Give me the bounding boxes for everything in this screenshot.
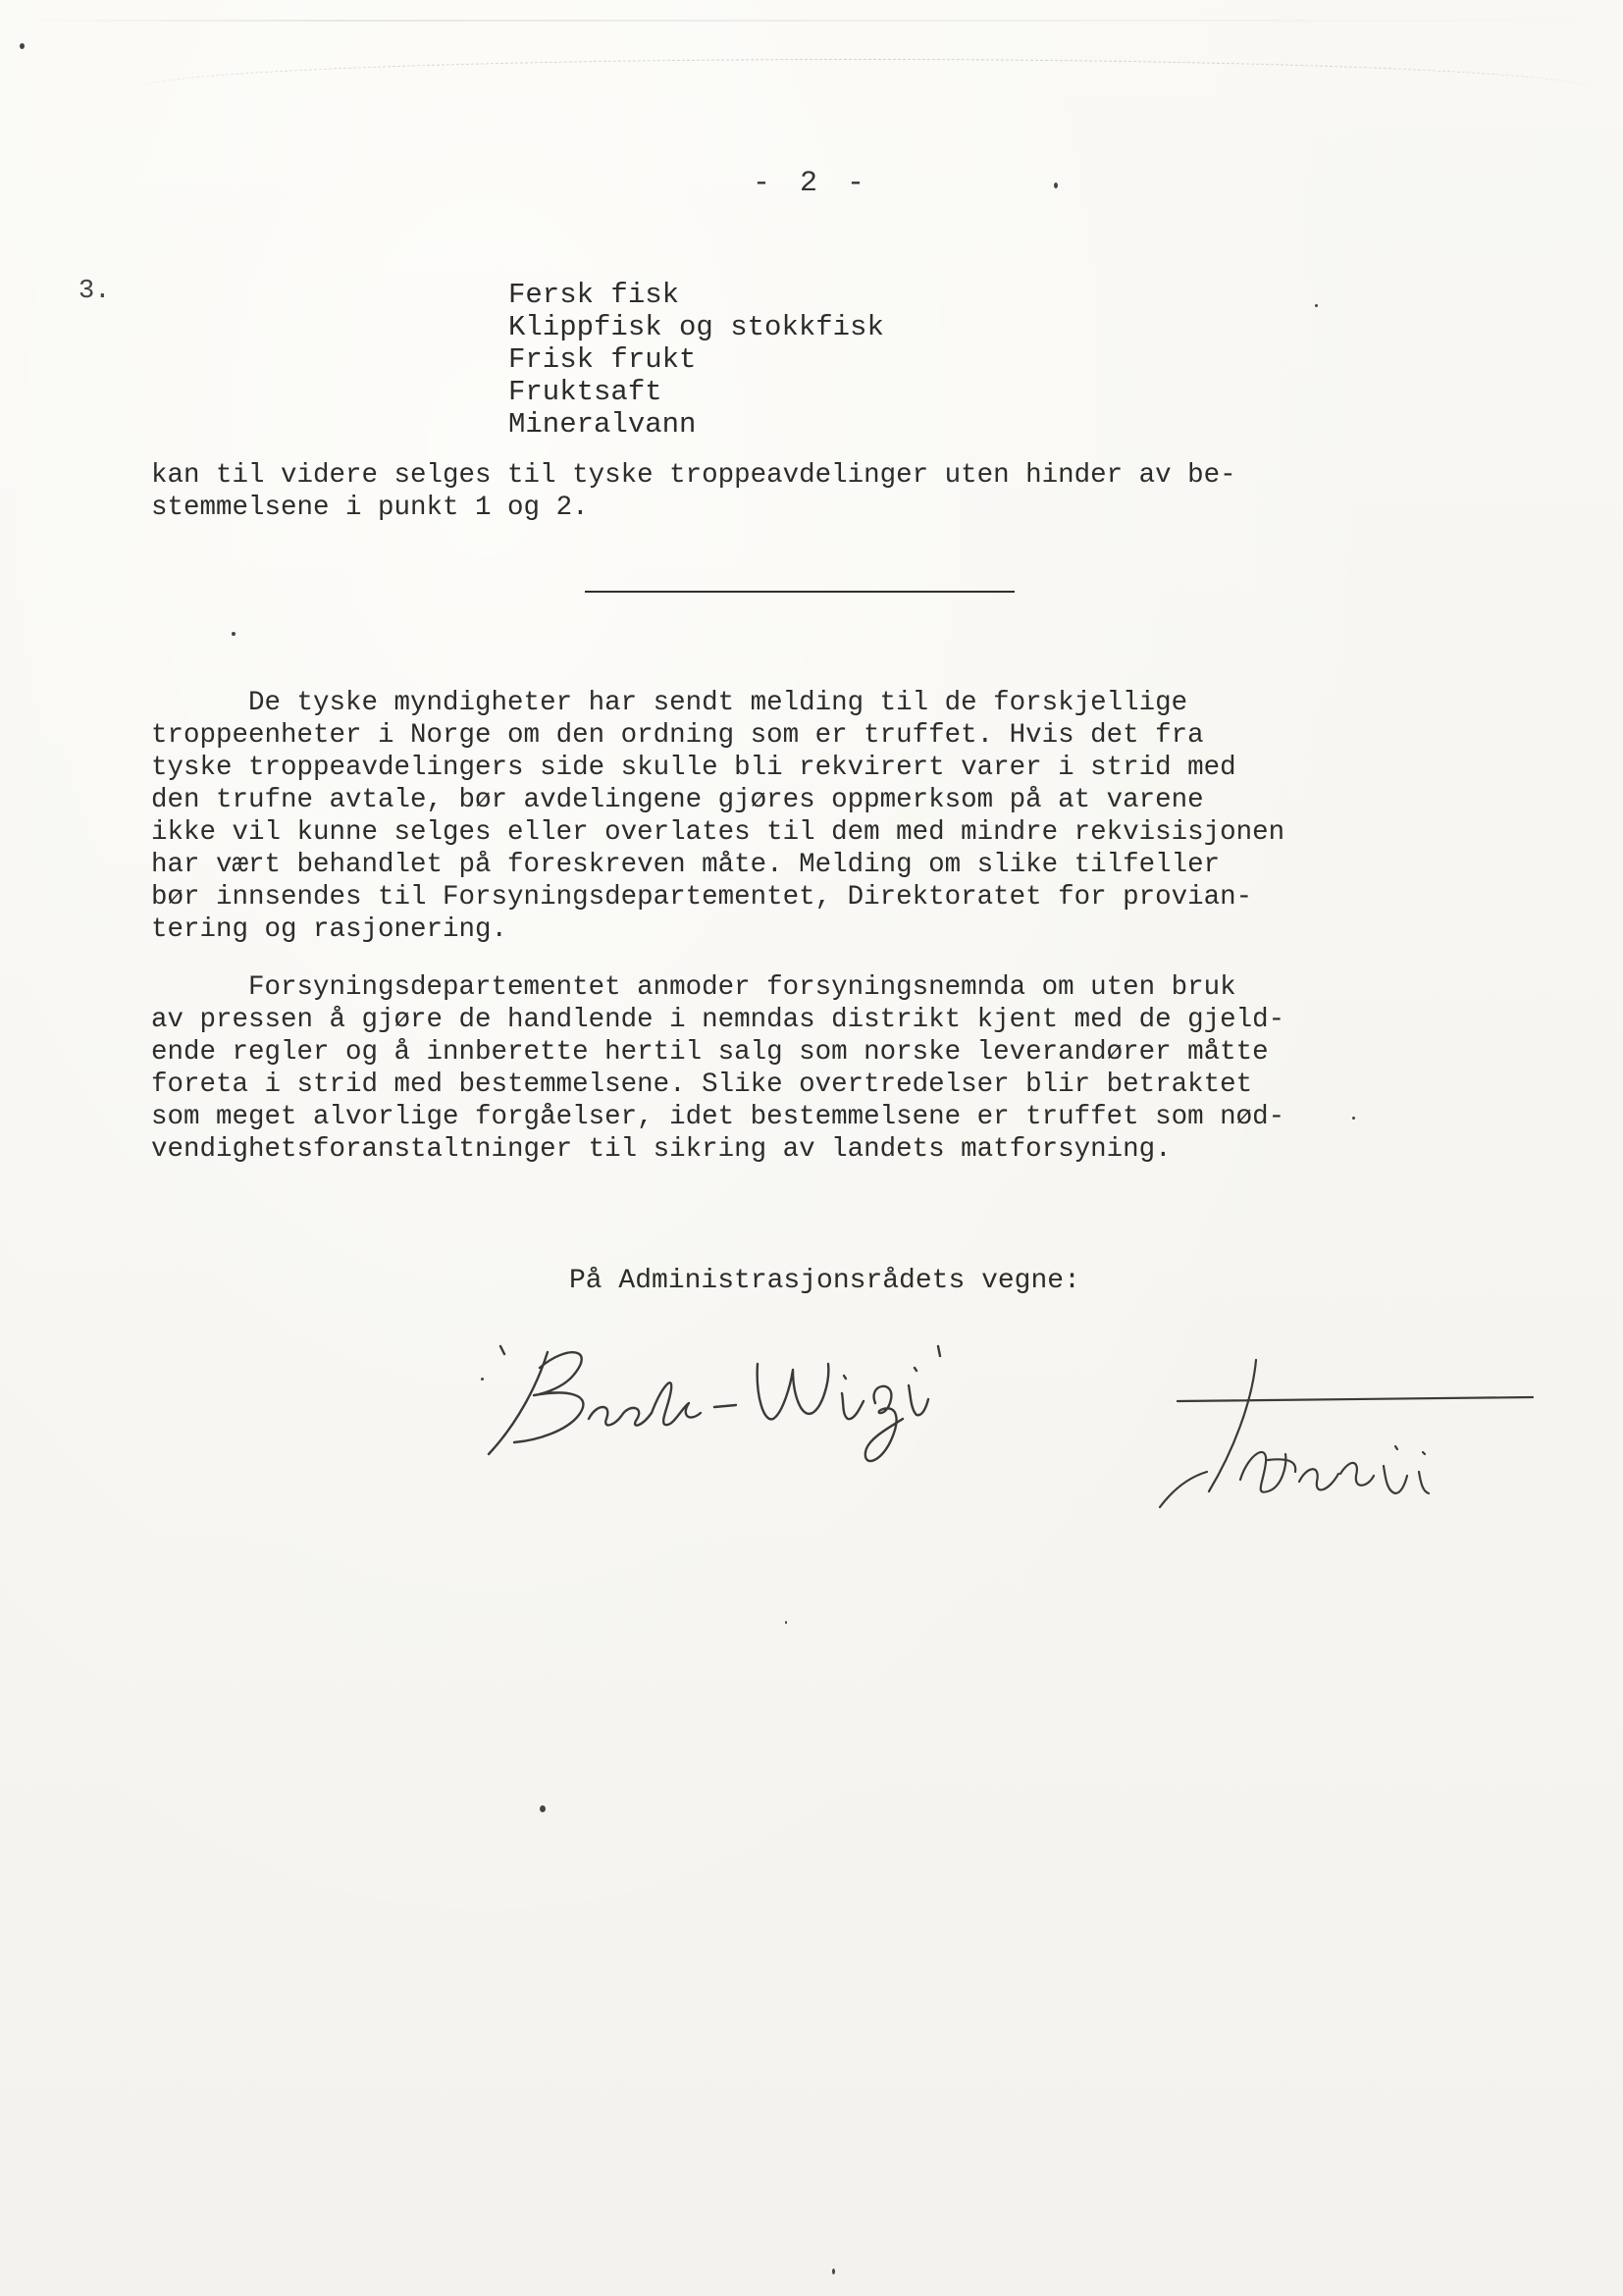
section-divider <box>585 591 1015 593</box>
product-item: Mineralvann <box>508 408 697 441</box>
text-line: av pressen å gjøre de handlende i nemndas distrikt kjent med de gjeld- <box>151 1005 1285 1035</box>
text-line: har vært behandlet på foreskreven måte. Melding om slike tilfeller <box>151 850 1221 880</box>
text-line: tering og rasjonering. <box>151 914 508 945</box>
text-line: foreta i strid med bestemmelsene. Slike overtredelser blir betraktet <box>151 1070 1253 1100</box>
scan-speck <box>481 1378 484 1381</box>
paragraph-german-authorities <box>151 687 1525 946</box>
product-list <box>508 279 884 441</box>
scan-speck <box>1054 183 1058 188</box>
text-line: troppeenheter i Norge om den ordning som er truffet. Hvis det fra <box>151 720 1204 751</box>
scan-speck <box>232 632 236 636</box>
intro-paragraph <box>151 459 1525 524</box>
text-line: tyske troppeavdelingers side skulle bli rekvirert varer i strid med <box>151 753 1236 783</box>
text-line: kan til videre selges til tyske troppeavdelinger uten hinder av be- <box>151 460 1236 491</box>
scan-speck <box>1315 304 1318 307</box>
product-item: Frisk frukt <box>508 343 697 376</box>
paragraph-supply-department <box>151 971 1525 1166</box>
signature-backe-wiig <box>479 1325 1009 1472</box>
closing-line: På Administrasjonsrådets vegne: <box>569 1266 1080 1296</box>
scan-speck <box>832 2269 835 2274</box>
text-line: ikke vil kunne selges eller overlates til dem med mindre rekvisisjonen <box>151 817 1285 848</box>
text-line: som meget alvorlige forgåelser, idet bestemmelsene er truffet som nød- <box>151 1102 1285 1132</box>
text-line: Forsyningsdepartementet anmoder forsyningsnemnda om uten bruk <box>151 972 1236 1003</box>
paper-edge <box>20 20 1603 22</box>
product-item: Fersk fisk <box>508 279 680 311</box>
paper-bleed-through <box>137 59 1590 119</box>
scan-speck <box>785 1621 787 1624</box>
signature-second <box>1138 1344 1550 1540</box>
item-number: 3. <box>79 277 111 306</box>
scan-speck <box>540 1805 546 1812</box>
text-line: ende regler og å innberette hertil salg som norske leverandører måtte <box>151 1037 1269 1068</box>
text-line: bør innsendes til Forsyningsdepartementet, Direktoratet for provian- <box>151 882 1253 913</box>
text-line: stemmelsene i punkt 1 og 2. <box>151 493 589 523</box>
text-line: den trufne avtale, bør avdelingene gjøres oppmerksom på at varene <box>151 785 1204 815</box>
text-line: De tyske myndigheter har sendt melding til de forskjellige <box>151 688 1188 718</box>
page-number: - 2 - <box>752 167 870 200</box>
scan-speck <box>20 43 25 49</box>
product-item: Klippfisk og stokkfisk <box>508 311 884 343</box>
product-item: Fruktsaft <box>508 376 662 408</box>
scan-speck <box>1352 1117 1355 1120</box>
text-line: vendighetsforanstaltninger til sikring av landets matforsyning. <box>151 1134 1172 1165</box>
